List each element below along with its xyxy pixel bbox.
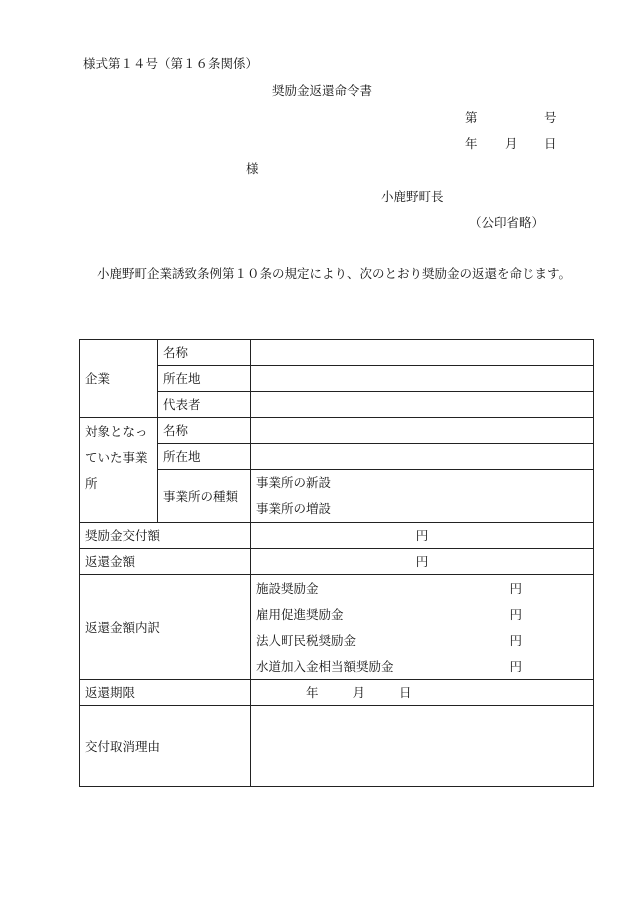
table-row — [80, 549, 594, 575]
document-title: 奨励金返還命令書 — [272, 83, 373, 98]
company-address-label: 所在地 — [158, 366, 251, 392]
breakdown-item-water-fee[interactable] — [256, 653, 588, 679]
deadline-month-label: 月 — [352, 685, 365, 700]
table-row — [80, 418, 594, 444]
issuer-name: 小鹿野町長 — [381, 189, 444, 204]
deadline-day-label: 日 — [398, 685, 412, 700]
facility-type-options — [251, 470, 594, 523]
facility-type-new[interactable]: 事業所の新設 — [256, 475, 332, 490]
order-body-text: 小鹿野町企業誘致条例第１０条の規定により、次のとおり奨励金の返還を命じます。 — [97, 266, 572, 281]
facility-section-label: 対象となっていた事業所 — [80, 418, 158, 523]
company-section-label: 企業 — [80, 340, 158, 418]
company-address-field[interactable] — [251, 366, 594, 392]
deadline-field[interactable] — [251, 680, 594, 706]
breakdown-item-unit: 円 — [509, 632, 522, 648]
date-day-label: 日 — [544, 136, 557, 151]
breakdown-item-unit: 円 — [509, 606, 522, 622]
document-number-prefix: 第 — [465, 110, 478, 125]
seal-omitted-note: （公印省略） — [469, 215, 545, 230]
return-amount-field[interactable] — [251, 549, 594, 575]
grant-amount-field[interactable] — [251, 523, 594, 549]
grant-amount-unit: 円 — [415, 528, 429, 543]
grant-amount-label: 奨励金交付額 — [80, 523, 251, 549]
facility-type-expansion[interactable]: 事業所の増設 — [256, 501, 332, 516]
company-representative-label: 代表者 — [158, 392, 251, 418]
document-number-suffix: 号 — [544, 110, 557, 125]
form-number: 様式第１４号（第１６条関係） — [83, 56, 259, 71]
return-amount-unit: 円 — [415, 554, 429, 569]
breakdown-item-name: 水道加入金相当額奨励金 — [256, 658, 394, 674]
breakdown-item-employment[interactable] — [256, 601, 588, 627]
breakdown-item-name: 雇用促進奨励金 — [256, 606, 344, 622]
cancellation-reason-label: 交付取消理由 — [80, 706, 251, 787]
deadline-label: 返還期限 — [80, 680, 251, 706]
facility-name-field[interactable] — [251, 418, 594, 444]
table-row — [80, 706, 594, 787]
deadline-year-label: 年 — [306, 685, 319, 700]
date-year-label: 年 — [465, 136, 478, 151]
breakdown-label: 返還金額内訳 — [80, 575, 251, 680]
breakdown-item-facility[interactable] — [256, 575, 588, 601]
addressee-honorific: 様 — [246, 161, 259, 176]
table-row — [80, 444, 594, 470]
breakdown-items — [251, 575, 594, 680]
facility-name-label: 名称 — [158, 418, 251, 444]
cancellation-reason-field[interactable] — [251, 706, 594, 787]
company-representative-field[interactable] — [251, 392, 594, 418]
table-row — [80, 680, 594, 706]
table-row — [80, 392, 594, 418]
breakdown-item-name: 法人町民税奨励金 — [256, 632, 357, 648]
breakdown-item-name: 施設奨励金 — [256, 580, 319, 596]
facility-address-field[interactable] — [251, 444, 594, 470]
facility-type-label: 事業所の種類 — [158, 470, 251, 523]
table-row — [80, 366, 594, 392]
facility-address-label: 所在地 — [158, 444, 251, 470]
company-name-label: 名称 — [158, 340, 251, 366]
breakdown-item-unit: 円 — [509, 580, 522, 596]
table-row — [80, 575, 594, 680]
company-name-field[interactable] — [251, 340, 594, 366]
date-month-label: 月 — [505, 136, 518, 151]
table-row — [80, 523, 594, 549]
table-row — [80, 470, 594, 523]
table-row — [80, 340, 594, 366]
return-amount-label: 返還金額 — [80, 549, 251, 575]
breakdown-item-unit: 円 — [509, 658, 522, 674]
breakdown-item-corporate-tax[interactable] — [256, 627, 588, 653]
return-details-table — [79, 339, 594, 787]
